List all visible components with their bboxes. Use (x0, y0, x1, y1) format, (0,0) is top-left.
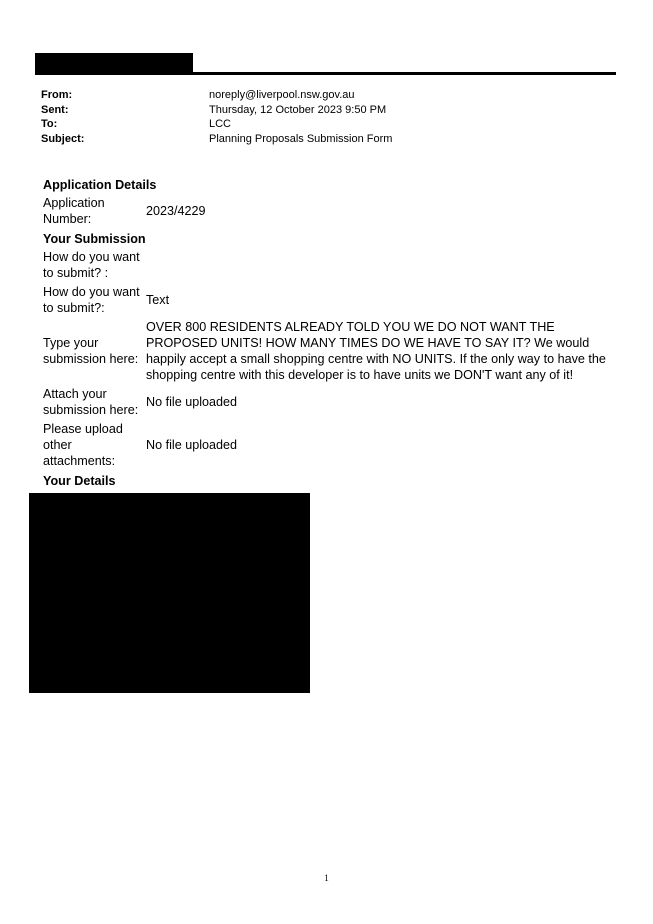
application-number-label: Application Number: (43, 196, 105, 226)
to-label: To: (41, 118, 58, 130)
page-number: 1 (324, 873, 329, 883)
how-submit-value-2: Text (146, 293, 170, 307)
subject-value: Planning Proposals Submission Form (209, 132, 393, 145)
how-submit-row-1 (43, 249, 615, 281)
your-details-heading: Your Details (43, 474, 116, 488)
how-submit-label-1: How do you want to submit? : (43, 250, 140, 280)
attach-value: No file uploaded (146, 395, 238, 409)
application-details-heading: Application Details (43, 178, 157, 192)
sent-row (41, 103, 392, 118)
to-value: LCC (209, 118, 232, 130)
application-number-value: 2023/4229 (146, 204, 206, 218)
how-submit-row-2 (43, 284, 615, 316)
your-submission-heading: Your Submission (43, 232, 146, 246)
from-label: From: (41, 89, 73, 101)
type-submission-value: OVER 800 RESIDENTS ALREADY TOLD YOU WE DO NOT WANT THE PROPOSED UNITS! HOW MANY TIMES DO WE HAVE TO SAY IT? We would happily accept a small shopping centre with NO UNITS. If the only way to have the shopping centre with this developer is to have units we DON'T want any of it! (146, 320, 606, 382)
sent-label: Sent: (41, 103, 69, 116)
application-number-row (43, 195, 615, 227)
subject-label: Subject: (41, 132, 85, 145)
subject-row (41, 132, 392, 147)
type-submission-row (43, 319, 615, 383)
attach-row (43, 386, 615, 418)
how-submit-label-2: How do you want to submit?: (43, 285, 140, 315)
other-attachments-label: Please upload other attachments: (43, 422, 123, 468)
to-row (41, 117, 392, 132)
redacted-header-block (35, 53, 193, 73)
type-submission-label: Type your submission here: (43, 336, 139, 366)
redacted-details-block (29, 493, 310, 693)
sent-value: Thursday, 12 October 2023 9:50 PM (209, 103, 387, 116)
header-divider (35, 72, 616, 75)
email-header (41, 88, 392, 146)
other-attachments-row (43, 421, 615, 469)
attach-label: Attach your submission here: (43, 387, 139, 417)
from-value: noreply@liverpool.nsw.gov.au (209, 89, 355, 101)
submission-form (43, 176, 615, 491)
other-attachments-value: No file uploaded (146, 438, 238, 452)
from-row (41, 88, 392, 103)
